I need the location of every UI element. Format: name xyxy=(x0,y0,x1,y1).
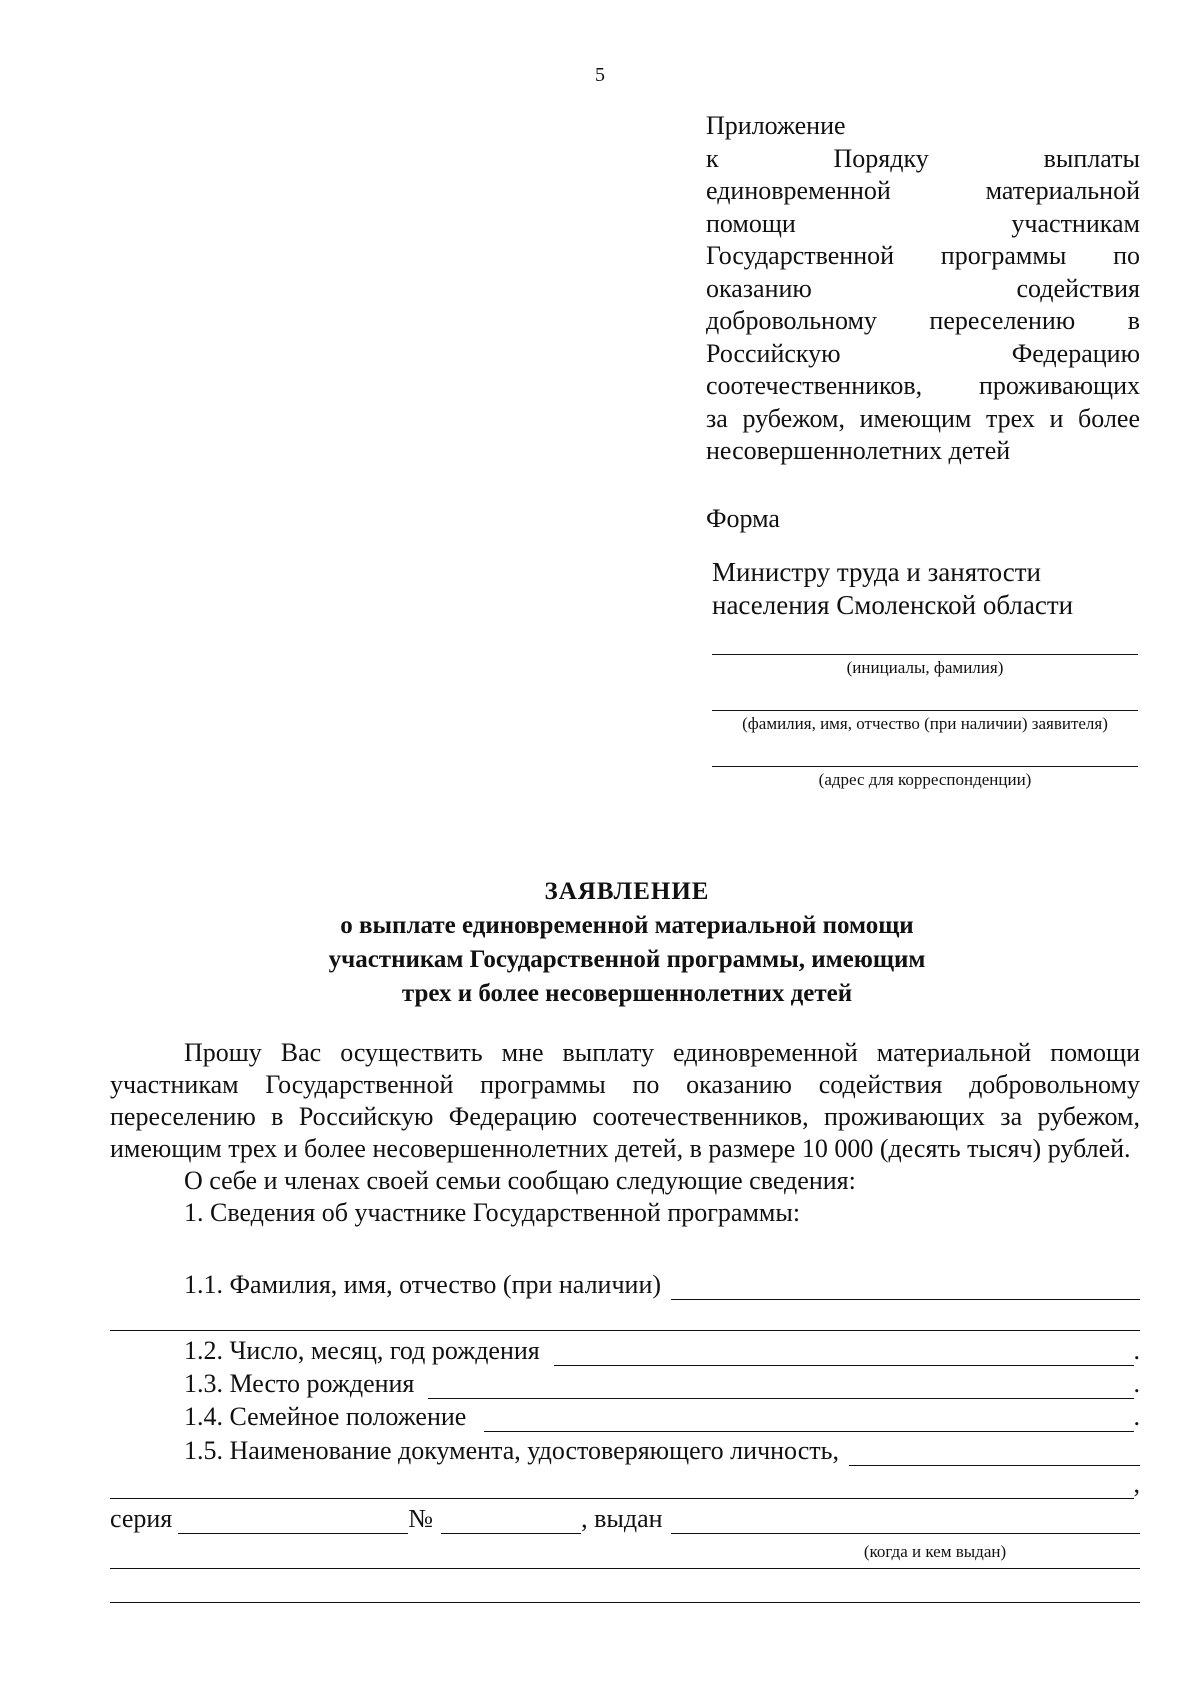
address-caption: (адрес для корреспонденции) xyxy=(818,770,1032,789)
id-document-label: 1.5. Наименование документа, удостоверяющего личность, xyxy=(184,1436,839,1465)
address-field[interactable] xyxy=(712,766,1138,767)
annex-line: к Порядку выплаты xyxy=(706,143,1140,173)
annex-line: оказанию содействия xyxy=(706,273,1140,303)
id-document-end: , xyxy=(1133,1469,1140,1498)
annex-line: Государственной программы по xyxy=(706,241,1140,270)
birth-place-end: . xyxy=(1133,1369,1140,1398)
passport-row xyxy=(110,1502,1140,1534)
series-field[interactable] xyxy=(178,1511,408,1534)
marital-status-end: . xyxy=(1133,1402,1140,1431)
marital-status-label: 1.4. Семейное положение xyxy=(184,1402,467,1431)
annex-line: Приложение xyxy=(706,111,846,140)
full-name-field[interactable] xyxy=(671,1277,1140,1300)
annex-line: за рубежом, имеющим трех и более xyxy=(706,403,1140,433)
marital-status-row xyxy=(110,1400,1140,1432)
annex-line: соотечественников, проживающих xyxy=(706,371,1140,400)
page-number: 5 xyxy=(595,64,605,86)
birth-place-row xyxy=(110,1367,1140,1399)
applicant-name-field[interactable] xyxy=(712,710,1138,711)
form-label: Форма xyxy=(706,504,780,533)
addressee xyxy=(712,556,1073,622)
birth-place-field[interactable] xyxy=(428,1376,1133,1399)
title-line-1: ЗАЯВЛЕНИЕ xyxy=(544,878,710,905)
id-document-field[interactable] xyxy=(849,1443,1140,1466)
title-line-3: участникам Государственной программы, имеющим xyxy=(328,946,926,973)
annex-line: несовершеннолетних детей xyxy=(706,436,1011,465)
marital-status-field[interactable] xyxy=(484,1409,1133,1432)
initials-caption: (инициалы, фамилия) xyxy=(846,658,1004,677)
family-info-line: О себе и членах своей семьи сообщаю следующие сведения: xyxy=(184,1166,856,1195)
birth-date-field[interactable] xyxy=(554,1343,1134,1366)
series-label: серия xyxy=(110,1504,173,1533)
id-document-row xyxy=(110,1434,1140,1466)
annex-line: помощи участникам xyxy=(706,208,1140,238)
full-name-row xyxy=(110,1268,1140,1300)
full-name-label: 1.1. Фамилия, имя, отчество (при наличии) xyxy=(184,1270,662,1299)
annex-line: единовременной материальной xyxy=(706,176,1140,205)
birth-date-label: 1.2. Число, месяц, год рождения xyxy=(184,1336,540,1365)
number-field[interactable] xyxy=(441,1511,581,1534)
birth-date-row xyxy=(110,1334,1140,1366)
issued-label: , выдан xyxy=(581,1504,663,1533)
issued-field-line-2[interactable] xyxy=(110,1568,1140,1569)
applicant-caption: (фамилия, имя, отчество (при наличии) заявителя) xyxy=(742,714,1108,733)
addressee-line-1: Министру труда и занятости xyxy=(712,557,1041,587)
addressee-line-2: населения Смоленской области xyxy=(712,590,1074,620)
issued-caption: (когда и кем выдан) xyxy=(863,1542,1007,1561)
request-paragraph: Прошу Вас осуществить мне выплату единовременной материальной помощи участникам Государственной программы по оказанию содействия добровольному переселению в Российскую Федерацию соотечественников, проживающих за рубежом, имеющим трех и более несовершеннолетних детей, в размере 10 000 (десять тысяч) рублей. xyxy=(110,1038,1140,1163)
initials-field[interactable] xyxy=(712,654,1138,655)
full-name-field-continued[interactable] xyxy=(110,1330,1140,1331)
annex-line: добровольному переселению в xyxy=(706,306,1140,335)
title-line-4: трех и более несовершеннолетних детей xyxy=(401,980,853,1007)
id-document-field-continued[interactable] xyxy=(110,1476,1134,1499)
document-body xyxy=(110,1037,1140,1229)
number-label: № xyxy=(408,1504,434,1533)
birth-date-end: . xyxy=(1133,1336,1140,1365)
document-title xyxy=(0,875,1200,1011)
id-document-row-continued xyxy=(110,1467,1140,1499)
annex-header xyxy=(706,110,1140,468)
section-1-heading: 1. Сведения об участнике Государственной программы: xyxy=(184,1198,801,1227)
issued-field[interactable] xyxy=(671,1511,1140,1534)
birth-place-label: 1.3. Место рождения xyxy=(184,1369,415,1398)
issued-field-line-3[interactable] xyxy=(110,1602,1140,1603)
annex-line: Российскую Федерацию xyxy=(706,338,1140,368)
title-line-2: о выплате единовременной материальной помощи xyxy=(340,912,914,939)
